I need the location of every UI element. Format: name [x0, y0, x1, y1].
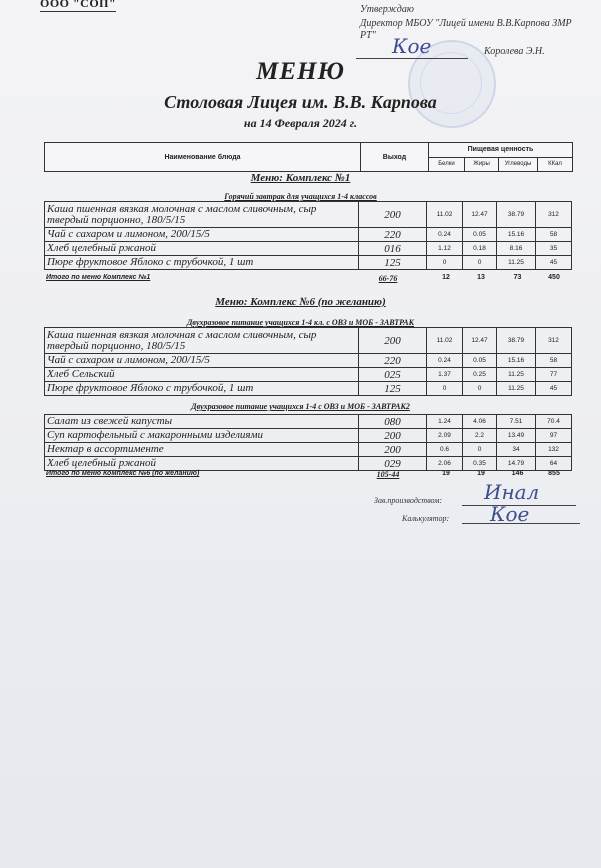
dish-proteins: 1.37 — [427, 368, 463, 382]
dish-carbs: 11.25 — [497, 256, 536, 270]
total-output: 105-44 — [376, 470, 400, 479]
dish-fats: 0.25 — [463, 368, 497, 382]
complex6-table1 — [44, 327, 572, 396]
dish-fats: 0.35 — [463, 457, 497, 471]
dish-kcal: 70.4 — [536, 415, 572, 429]
dish-carbs: 38.79 — [497, 202, 536, 228]
dish-name: Каша пшенная вязкая молочная с маслом сливочным, сыр твердый порционно, 180/5/15 — [45, 202, 359, 228]
table-row — [45, 368, 572, 382]
dish-fats: 0.05 — [463, 354, 497, 368]
complex6-group2: Двухразовое питание учащихся 1-4 с ОВЗ и МОБ - ЗАВТРАК2 — [191, 402, 410, 411]
complex1-total — [44, 274, 571, 286]
dish-carbs: 14.79 — [497, 457, 536, 471]
dish-kcal: 58 — [536, 228, 572, 242]
dish-name: Каша пшенная вязкая молочная с маслом сливочным, сыр твердый порционно, 180/5/15 — [45, 328, 359, 354]
dish-output: 080 — [359, 415, 427, 429]
dish-name: Чай с сахаром и лимоном, 200/15/5 — [45, 354, 359, 368]
dish-output: 029 — [359, 457, 427, 471]
total-kcal: 450 — [548, 274, 560, 281]
dish-name: Суп картофельный с макаронными изделиями — [45, 429, 359, 443]
total-label: Итого по меню Комплекс №6 (по желанию) — [46, 470, 200, 477]
calculator-signature: Кое — [490, 502, 530, 526]
complex1-title: Меню: Комплекс №1 — [250, 172, 351, 184]
total-label: Итого по меню Комплекс №1 — [46, 274, 151, 281]
dish-kcal: 312 — [536, 328, 572, 354]
dish-carbs: 38.79 — [497, 328, 536, 354]
dish-proteins: 2.06 — [427, 457, 463, 471]
approve-position-cont: РТ" — [360, 30, 376, 41]
dish-name: Чай с сахаром и лимоном, 200/15/5 — [45, 228, 359, 242]
dish-carbs: 7.51 — [497, 415, 536, 429]
dish-proteins: 0 — [427, 256, 463, 270]
header-kcal: ККал — [548, 161, 562, 167]
dish-proteins: 11.02 — [427, 328, 463, 354]
dish-carbs: 11.25 — [497, 382, 536, 396]
total-proteins: 12 — [442, 274, 450, 281]
dish-output: 200 — [359, 202, 427, 228]
calculator-label: Калькулятор: — [402, 514, 450, 523]
dish-proteins: 0.6 — [427, 443, 463, 457]
dish-carbs: 13.49 — [497, 429, 536, 443]
dish-name: Хлеб целебный ржаной — [45, 242, 359, 256]
dish-output: 200 — [359, 429, 427, 443]
dish-name: Пюре фруктовое Яблоко с трубочкой, 1 шт — [45, 256, 359, 270]
total-output: 66-76 — [378, 274, 398, 283]
menu-date: на 14 Февраля 2024 г. — [243, 116, 358, 130]
table-row — [45, 443, 572, 457]
table-row — [45, 328, 572, 354]
dish-fats: 4.06 — [463, 415, 497, 429]
table-row — [45, 228, 572, 242]
dish-fats: 12.47 — [463, 202, 497, 228]
page-title: МЕНЮ — [256, 58, 345, 85]
dish-output: 200 — [359, 443, 427, 457]
dish-kcal: 45 — [536, 382, 572, 396]
page-subtitle: Столовая Лицея им. В.В. Карпова — [164, 92, 437, 112]
table-row — [45, 457, 572, 471]
total-carbs: 73 — [513, 274, 522, 281]
dish-carbs: 11.25 — [497, 368, 536, 382]
dish-carbs: 34 — [497, 443, 536, 457]
table-row — [45, 256, 572, 270]
approve-label: Утверждаю — [360, 4, 414, 15]
dish-carbs: 8.16 — [497, 242, 536, 256]
dish-output: 025 — [359, 368, 427, 382]
table-row — [45, 429, 572, 443]
dish-output: 016 — [359, 242, 427, 256]
total-proteins: 19 — [442, 470, 450, 477]
complex6-table2 — [44, 414, 572, 471]
table-header — [44, 142, 573, 172]
dish-fats: 2.2 — [463, 429, 497, 443]
table-row — [45, 202, 572, 228]
dish-name: Пюре фруктовое Яблоко с трубочкой, 1 шт — [45, 382, 359, 396]
header-proteins: Белки — [429, 157, 465, 171]
head-of-production-label: Зав.производством: — [374, 496, 443, 505]
dish-proteins: 2.09 — [427, 429, 463, 443]
dish-kcal: 45 — [536, 256, 572, 270]
complex6-title: Меню: Комплекс №6 (по желанию) — [215, 296, 386, 308]
dish-fats: 0 — [463, 443, 497, 457]
dish-name: Салат из свежей капусты — [45, 415, 359, 429]
header-dish-name: Наименование блюда — [45, 143, 361, 171]
total-fats: 13 — [477, 274, 485, 281]
dish-kcal: 64 — [536, 457, 572, 471]
director-signature: Кое — [392, 34, 432, 58]
dish-output: 200 — [359, 328, 427, 354]
header-carbs: Углеводы — [499, 157, 538, 171]
director-name: Королева Э.Н. — [484, 46, 545, 57]
dish-name: Хлеб Сельский — [45, 368, 359, 382]
dish-carbs: 15.16 — [497, 354, 536, 368]
dish-proteins: 1.24 — [427, 415, 463, 429]
dish-fats: 12.47 — [463, 328, 497, 354]
head-signature: Инал — [484, 480, 540, 504]
dish-fats: 0 — [463, 256, 497, 270]
dish-kcal: 35 — [536, 242, 572, 256]
organization-name: ООО "СОП" — [40, 0, 116, 12]
dish-name: Хлеб целебный ржаной — [45, 457, 359, 471]
dish-output: 220 — [359, 354, 427, 368]
dish-kcal: 132 — [536, 443, 572, 457]
dish-proteins: 0.24 — [427, 354, 463, 368]
table-row — [45, 354, 572, 368]
total-fats: 19 — [477, 470, 485, 477]
dish-proteins: 11.02 — [427, 202, 463, 228]
header-output: Выход — [361, 143, 429, 171]
dish-kcal: 77 — [536, 368, 572, 382]
dish-output: 125 — [359, 256, 427, 270]
dish-carbs: 15.16 — [497, 228, 536, 242]
dish-kcal: 97 — [536, 429, 572, 443]
dish-fats: 0 — [463, 382, 497, 396]
complex1-table — [44, 201, 572, 270]
table-row — [45, 415, 572, 429]
dish-kcal: 58 — [536, 354, 572, 368]
dish-output: 125 — [359, 382, 427, 396]
complex1-group: Горячий завтрак для учащихся 1-4 классов — [224, 192, 377, 201]
table-row — [45, 382, 572, 396]
approve-position: Директор МБОУ "Лицей имени В.В.Карпова ЗМР — [360, 18, 572, 29]
dish-fats: 0.18 — [463, 242, 497, 256]
total-kcal: 855 — [548, 470, 560, 477]
dish-proteins: 0 — [427, 382, 463, 396]
header-nutrition: Пищевая ценность — [429, 143, 572, 158]
complex6-group1: Двухразовое питание учащихся 1-4 кл. с ОВЗ и МОБ - ЗАВТРАК — [186, 318, 415, 327]
dish-proteins: 0.24 — [427, 228, 463, 242]
header-fats: Жиры — [465, 157, 499, 171]
dish-proteins: 1.12 — [427, 242, 463, 256]
dish-name: Нектар в ассортименте — [45, 443, 359, 457]
total-carbs: 146 — [511, 470, 524, 477]
dish-fats: 0.05 — [463, 228, 497, 242]
dish-output: 220 — [359, 228, 427, 242]
table-row — [45, 242, 572, 256]
dish-kcal: 312 — [536, 202, 572, 228]
